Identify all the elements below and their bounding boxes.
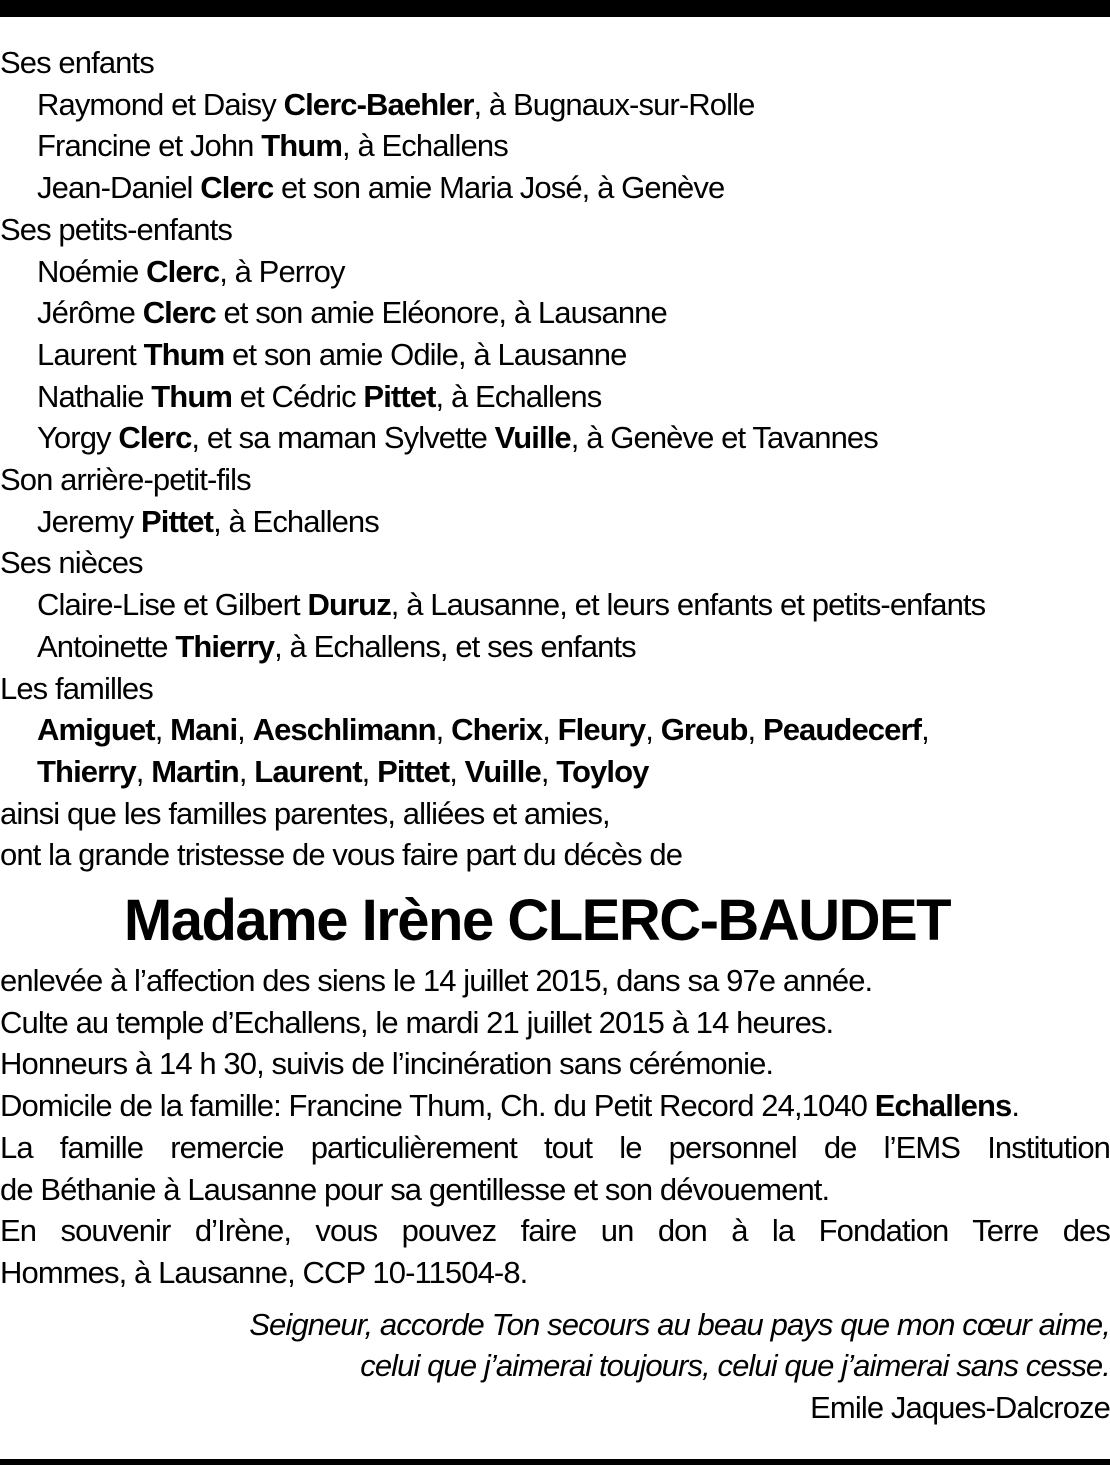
children-heading: Ses enfants	[0, 45, 154, 80]
grandchild-entry: Laurent Thum et son amie Odile, à Lausanne	[37, 336, 627, 372]
detail-line: Culte au temple d’Echallens, le mardi 21 juillet 2015 à 14 heures.	[0, 1004, 834, 1040]
families-list-line2: Thierry, Martin, Laurent, Pittet, Vuille, Toyloy	[37, 753, 649, 789]
families-list-line1: Amiguet, Mani, Aeschlimann, Cherix, Fleury, Greub, Peaudecerf,	[37, 712, 929, 748]
thanks-line: de Béthanie à Lausanne pour sa gentillesse et son dévouement.	[0, 1171, 830, 1207]
closing-line: ont la grande tristesse de vous faire part du décès de	[0, 837, 683, 873]
spacer	[0, 1294, 1110, 1304]
families-heading: Les familles	[0, 670, 153, 706]
child-entry: Francine et John Thum, à Echallens	[37, 128, 508, 164]
grandchild-entry: Nathalie Thum et Cédric Pittet, à Echallens	[37, 378, 602, 414]
top-rule	[0, 0, 1110, 17]
grandchildren-heading: Ses petits-enfants	[0, 211, 232, 247]
child-entry: Jean-Daniel Clerc et son amie Maria José, à Genève	[37, 170, 725, 206]
quote-line: Seigneur, accorde Ton secours au beau pays que mon cœur aime,	[249, 1306, 1110, 1342]
nieces-heading: Ses nièces	[0, 545, 143, 581]
detail-line: Honneurs à 14 h 30, suivis de l’incinération sans cérémonie.	[0, 1046, 774, 1082]
deceased-name: Madame Irène CLERC-BAUDET	[123, 888, 951, 954]
domicile-line: Domicile de la famille: Francine Thum, Ch. du Petit Record 24,1040 Echallens.	[0, 1088, 1020, 1124]
grandchild-entry: Noémie Clerc, à Perroy	[37, 253, 345, 289]
quote-line: celui que j’aimerai toujours, celui que j’aimerai sans cesse.	[360, 1348, 1110, 1384]
child-entry: Raymond et Daisy Clerc-Baehler, à Bugnaux-sur-Rolle	[37, 86, 755, 122]
grandchild-entry: Yorgy Clerc, et sa maman Sylvette Vuille, à Genève et Tavannes	[37, 420, 878, 456]
grandchild-entry: Jérôme Clerc et son amie Eléonore, à Lausanne	[37, 295, 667, 331]
niece-entry: Claire-Lise et Gilbert Duruz, à Lausanne, et leurs enfants et petits-enfants	[37, 587, 986, 623]
niece-entry: Antoinette Thierry, à Echallens, et ses enfants	[37, 628, 636, 664]
donation-line: En souvenir d’Irène, vous pouvez faire un don à la Fondation Terre des	[0, 1213, 1110, 1249]
quote-author: Emile Jaques-Dalcroze	[810, 1390, 1110, 1426]
donation-line: Hommes, à Lausanne, CCP 10-11504-8.	[0, 1254, 528, 1290]
detail-line: enlevée à l’affection des siens le 14 juillet 2015, dans sa 97e année.	[0, 963, 873, 999]
bottom-rule	[0, 1459, 1110, 1465]
closing-line: ainsi que les familles parentes, alliées et amies,	[0, 795, 610, 831]
great-grandson-entry: Jeremy Pittet, à Echallens	[37, 503, 379, 539]
obituary-notice	[0, 42, 1110, 1429]
great-grandson-heading: Son arrière-petit-fils	[0, 462, 251, 498]
thanks-line: La famille remercie particulièrement tout le personnel de l’EMS Institution	[0, 1129, 1110, 1165]
